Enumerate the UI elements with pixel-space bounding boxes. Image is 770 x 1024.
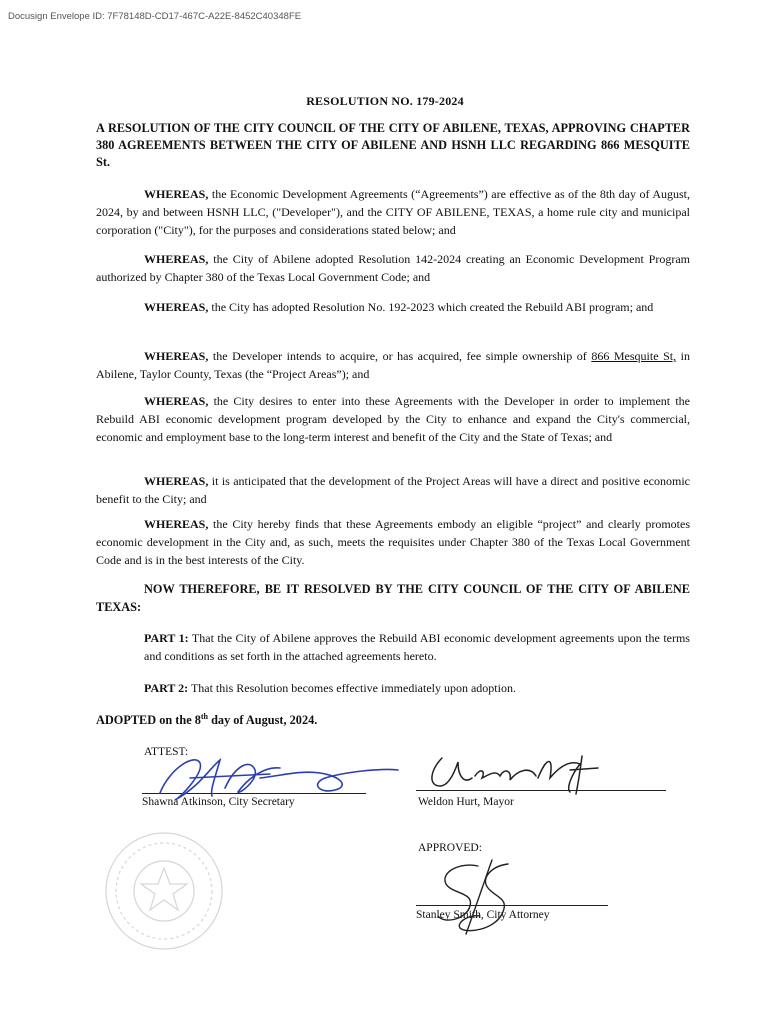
whereas-lead: WHEREAS, [144, 300, 209, 314]
whereas-lead: WHEREAS, [144, 517, 209, 531]
secretary-signature [140, 748, 400, 808]
whereas-paragraph-1 [96, 185, 690, 239]
whereas-paragraph-6 [96, 472, 690, 508]
attorney-name: Stanley Smith, City Attorney [416, 909, 550, 921]
whereas-lead: WHEREAS, [144, 349, 209, 363]
paragraph-text: the Economic Development Agreements (“Agreements”) are effective as of the 8th day of August, 2024, by and between HSNH LLC, ("Developer"), and the CITY OF ABILENE, TEXAS, a home rule city and municipal corporation ("City"), for the purposes and considerations stated below; and [96, 187, 691, 237]
secretary-name: Shawna Atkinson, City Secretary [142, 796, 295, 808]
paragraph-text: the City desires to enter into these Agreements with the Developer in order to implement the Rebuild ABI economic development program developed by the City to enhance and expand the City's commercial, economic and employment base to the long-term interest and benefit of the City and the State of Texas; and [96, 394, 690, 444]
whereas-paragraph-4 [96, 347, 690, 383]
mayor-name: Weldon Hurt, Mayor [418, 796, 514, 808]
whereas-lead: WHEREAS, [144, 252, 209, 266]
paragraph-text: the City has adopted Resolution No. 192-2023 which created the Rebuild ABI program; and [211, 300, 654, 314]
paragraph-text: the City hereby finds that these Agreements embody an eligible “project” and clearly promotes economic development in the City and, as such, meets the requisites under Chapter 380 of the Texas Local Government Code and is in the best interests of the City. [96, 517, 690, 567]
attorney-signature [430, 858, 540, 938]
resolution-heading: A RESOLUTION OF THE CITY COUNCIL OF THE CITY OF ABILENE, TEXAS, APPROVING CHAPTER 380 AGREEMENTS BETWEEN THE CITY OF ABILENE AND HSNH LLC REGARDING 866 MESQUITE St. [96, 121, 690, 169]
resolved-clause: NOW THEREFORE, BE IT RESOLVED BY THE CITY COUNCIL OF THE CITY OF ABILENE TEXAS: [96, 582, 690, 614]
whereas-paragraph-2 [96, 250, 690, 286]
paragraph-text: in Abilene, Taylor County, Texas (the “Project Areas”); and [96, 349, 690, 381]
whereas-lead: WHEREAS, [144, 394, 209, 408]
approved-label: APPROVED: [418, 842, 482, 854]
whereas-paragraph-7 [96, 515, 690, 569]
part-1 [144, 629, 690, 665]
whereas-lead: WHEREAS, [144, 187, 209, 201]
part-2 [144, 679, 690, 697]
city-seal-emblem [94, 826, 234, 956]
part-label: PART 2: [144, 681, 189, 695]
attest-label: ATTEST: [144, 746, 189, 758]
part-text: That this Resolution becomes effective immediately upon adoption. [190, 681, 516, 695]
paragraph-text: it is anticipated that the development of the Project Areas will have a direct and positive economic benefit to the City; and [96, 474, 690, 506]
adopted-date: ADOPTED on the 8th day of August, 2024. [96, 712, 318, 728]
paragraph-text: the Developer intends to acquire, or has acquired, fee simple ownership of [212, 349, 587, 363]
part-label: PART 1: [144, 631, 189, 645]
whereas-lead: WHEREAS, [144, 474, 209, 488]
mayor-signature [420, 748, 620, 800]
whereas-paragraph-5 [96, 392, 690, 446]
part-text: That the City of Abilene approves the Rebuild ABI economic development agreements upon the terms and conditions as set forth in the attached agreements hereto. [144, 631, 690, 663]
whereas-paragraph-3 [96, 298, 690, 316]
resolution-title: RESOLUTION NO. 179-2024 [306, 94, 464, 108]
envelope-id: Docusign Envelope ID: 7F78148D-CD17-467C-A22E-8452C40348FE [8, 11, 302, 22]
paragraph-text: the City of Abilene adopted Resolution 142-2024 creating an Economic Development Program authorized by Chapter 380 of the Texas Local Government Code; and [96, 252, 691, 284]
property-address: 866 Mesquite St, [591, 349, 677, 363]
